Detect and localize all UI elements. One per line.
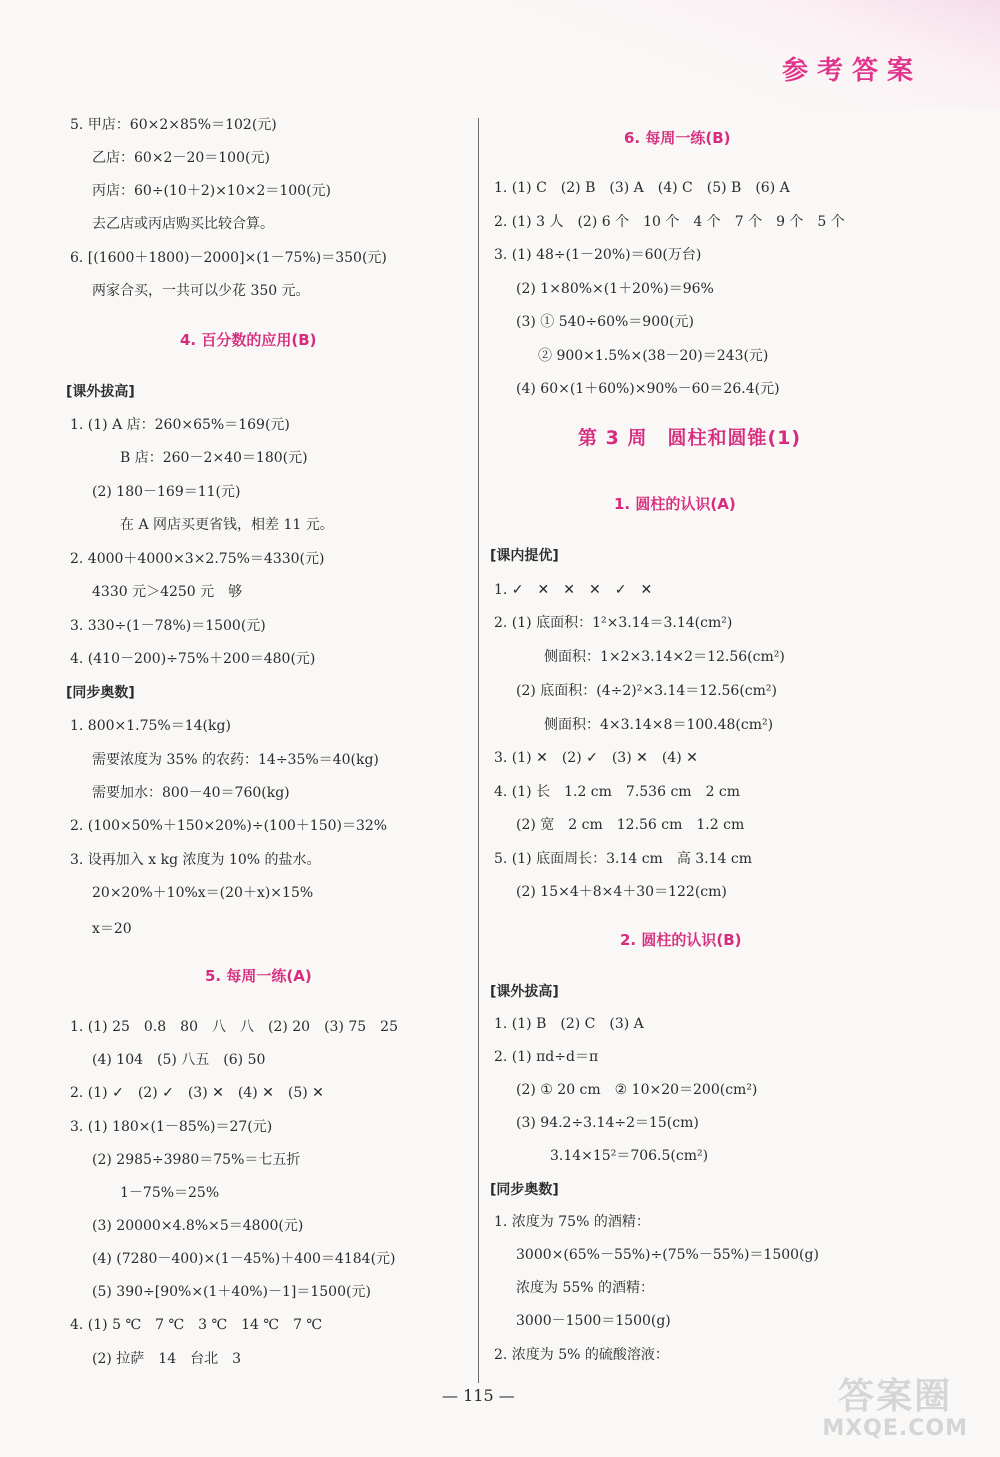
answer-line: 1. ✓ ✕ ✕ ✕ ✓ ✕: [494, 582, 653, 598]
answer-line: 3000－1500＝1500(g): [516, 1313, 671, 1329]
answer-line: 20×20%＋10%x＝(20＋x)×15%: [92, 885, 314, 901]
answer-line: 需要加水：800－40＝760(kg): [92, 785, 290, 801]
answer-line: (2) 15×4＋8×4＋30＝122(cm): [516, 884, 727, 900]
header-title: 参考答案: [781, 56, 922, 86]
subsection-tag: [课外拔高]: [66, 384, 135, 400]
column-divider: [478, 118, 479, 1383]
section-title: 1. 圆柱的认识(A): [614, 495, 736, 513]
answer-line: 4. (410－200)÷75%＋200＝480(元): [70, 651, 316, 667]
answer-line: 3.14×15²＝706.5(cm²): [550, 1148, 709, 1164]
answer-line: 5. (1) 底面周长：3.14 cm 高 3.14 cm: [494, 851, 753, 867]
answer-line: 4330 元＞4250 元 够: [92, 584, 243, 600]
answer-line: 2. (1) ✓ (2) ✓ (3) ✕ (4) ✕ (5) ✕: [70, 1085, 324, 1101]
answer-line: (4) 60×(1＋60%)×90%－60＝26.4(元): [516, 381, 780, 397]
page-number: — 115 —: [442, 1386, 515, 1405]
answer-line: B 店：260－2×40＝180(元): [120, 450, 308, 466]
answer-line: 1－75%＝25%: [120, 1185, 220, 1201]
section-title: 2. 圆柱的认识(B): [620, 931, 742, 949]
answer-line: 乙店：60×2－20＝100(元): [92, 150, 270, 166]
answer-line: (2) 180－169＝11(元): [92, 484, 241, 500]
answer-line: (4) (7280－400)×(1－45%)＋400＝4184(元): [92, 1251, 396, 1267]
watermark-text: 答案圈: [838, 1376, 953, 1417]
answer-line: 1. (1) A 店：260×65%＝169(元): [70, 417, 290, 433]
answer-line: 1. (1) C (2) B (3) A (4) C (5) B (6) A: [494, 180, 790, 196]
answer-line: 需要浓度为 35% 的农药：14÷35%＝40(kg): [92, 752, 379, 768]
answer-line: (2) 底面积：(4÷2)²×3.14＝12.56(cm²): [516, 683, 777, 699]
answer-line: 1. (1) 25 0.8 80 八 八 (2) 20 (3) 75 25: [70, 1019, 398, 1035]
answer-line: x＝20: [92, 921, 132, 937]
answer-line: 1. 浓度为 75% 的酒精：: [494, 1214, 650, 1230]
subsection-tag: [课外拔高]: [490, 984, 559, 1000]
watermark-url: MXQE.COM: [822, 1416, 968, 1441]
answer-line: (3) 20000×4.8%×5＝4800(元): [92, 1218, 304, 1234]
answer-line: 5. 甲店：60×2×85%＝102(元): [70, 117, 277, 133]
answer-line: (2) 拉萨 14 台北 3: [92, 1351, 242, 1367]
answer-line: 去乙店或丙店购买比较合算。: [92, 216, 274, 232]
answer-line: 丙店：60÷(10＋2)×10×2＝100(元): [92, 183, 332, 199]
subsection-tag: [同步奥数]: [66, 685, 135, 701]
page-header: [0, 0, 1000, 110]
answer-line: 2. (1) 底面积：1²×3.14＝3.14(cm²): [494, 615, 733, 631]
section-title: 5. 每周一练(A): [205, 967, 312, 985]
answer-line: 3000×(65%－55%)÷(75%－55%)＝1500(g): [516, 1247, 819, 1263]
answer-line: ② 900×1.5%×(38－20)＝243(元): [538, 348, 769, 364]
answer-line: (2) ① 20 cm ② 10×20＝200(cm²): [516, 1082, 758, 1098]
subsection-tag: [课内提优]: [490, 548, 559, 564]
answer-line: 1. 800×1.75%＝14(kg): [70, 718, 231, 734]
section-title: 4. 百分数的应用(B): [180, 331, 317, 349]
answer-line: 3. 设再加入 x kg 浓度为 10% 的盐水。: [70, 852, 321, 868]
answer-line: (2) 宽 2 cm 12.56 cm 1.2 cm: [516, 817, 745, 833]
answer-line: 4. (1) 长 1.2 cm 7.536 cm 2 cm: [494, 784, 741, 800]
watermark-logo: [822, 1377, 968, 1441]
answer-line: 浓度为 55% 的酒精：: [516, 1280, 655, 1296]
section-title: 6. 每周一练(B): [624, 129, 731, 147]
answer-line: 2. (1) πd÷d＝π: [494, 1049, 599, 1065]
answer-line: 3. (1) 48÷(1－20%)＝60(万台): [494, 247, 702, 263]
answer-line: 1. (1) B (2) C (3) A: [494, 1016, 644, 1032]
answer-line: (5) 390÷[90%×(1＋40%)－1]＝1500(元): [92, 1284, 371, 1300]
answer-line: 2. 浓度为 5% 的硫酸溶液：: [494, 1347, 669, 1363]
answer-line: 2. (100×50%＋150×20%)÷(100＋150)＝32%: [70, 818, 388, 834]
answer-line: (4) 104 (5) 八五 (6) 50: [92, 1052, 266, 1068]
answer-line: 3. 330÷(1－78%)＝1500(元): [70, 618, 266, 634]
answer-line: (3) ① 540÷60%＝900(元): [516, 314, 694, 330]
subsection-tag: [同步奥数]: [490, 1182, 559, 1198]
answer-line: (2) 1×80%×(1＋20%)＝96%: [516, 281, 714, 297]
week-title: 第 3 周 圆柱和圆锥(1): [578, 427, 802, 449]
answer-line: 侧面积：4×3.14×8＝100.48(cm²): [544, 717, 774, 733]
answer-line: 在 A 网店买更省钱，相差 11 元。: [120, 517, 334, 533]
answer-line: 2. (1) 3 人 (2) 6 个 10 个 4 个 7 个 9 个 5 个: [494, 214, 845, 230]
answer-line: (3) 94.2÷3.14÷2＝15(cm): [516, 1115, 699, 1131]
answer-line: 3. (1) ✕ (2) ✓ (3) ✕ (4) ✕: [494, 750, 698, 766]
answer-line: 3. (1) 180×(1－85%)＝27(元): [70, 1119, 273, 1135]
answer-line: 6. [(1600＋1800)－2000]×(1－75%)＝350(元): [70, 250, 387, 266]
answer-line: 2. 4000＋4000×3×2.75%＝4330(元): [70, 551, 325, 567]
answer-line: 两家合买，一共可以少花 350 元。: [92, 283, 310, 299]
answer-line: (2) 2985÷3980＝75%＝七五折: [92, 1152, 301, 1168]
answer-line: 4. (1) 5 ℃ 7 ℃ 3 ℃ 14 ℃ 7 ℃: [70, 1317, 323, 1333]
answer-line: 侧面积：1×2×3.14×2＝12.56(cm²): [544, 649, 785, 665]
